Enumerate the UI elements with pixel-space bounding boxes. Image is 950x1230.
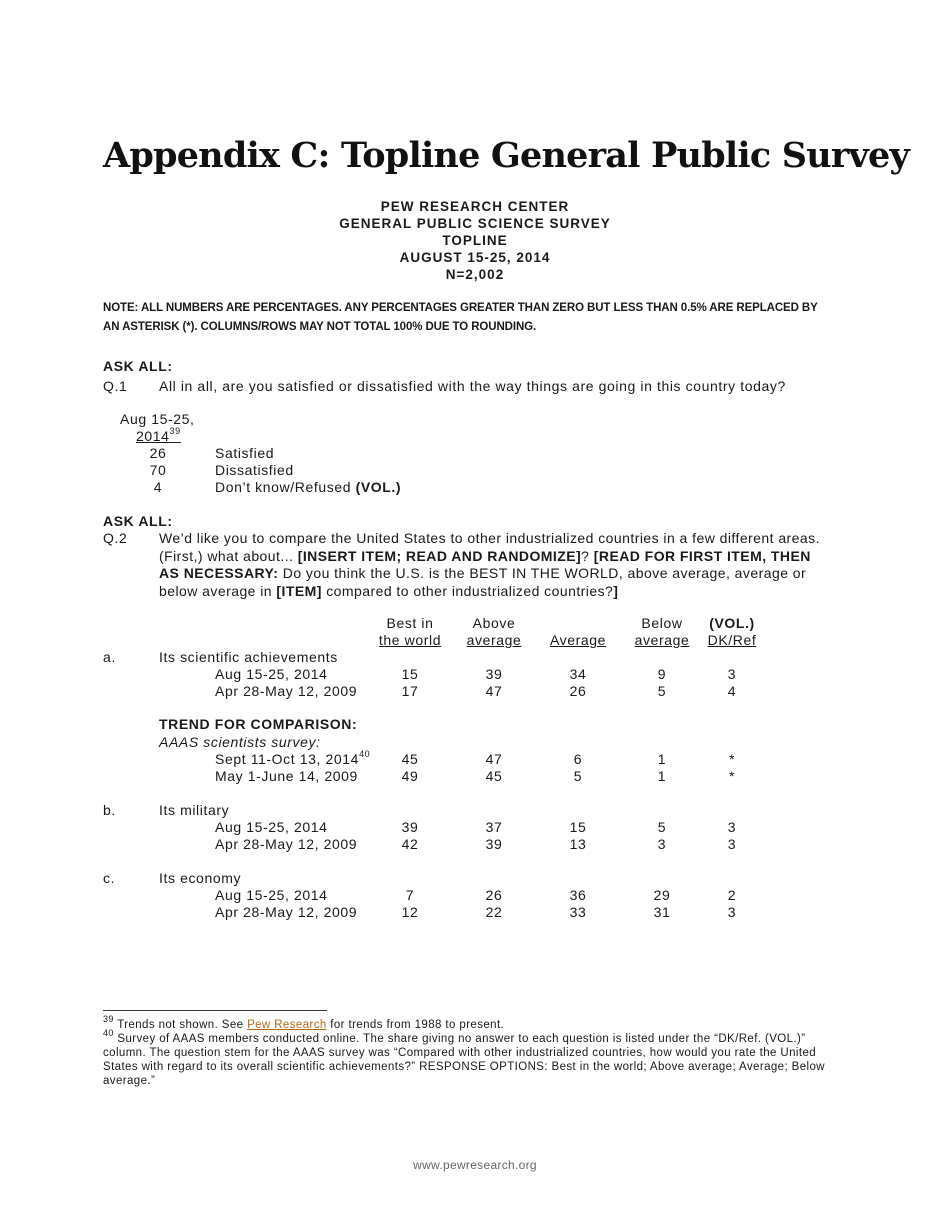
col-above-header: average (466, 632, 522, 648)
cell-value: 34 (569, 666, 587, 682)
q1-question: All in all, are you satisfied or dissatisfied with the way things are going in this country today? (159, 378, 786, 394)
cell-value: 5 (573, 768, 583, 784)
pew-research-link[interactable]: Pew Research (247, 1019, 327, 1031)
q1-label-dk: Don’t know/Refused (VOL.) (215, 479, 402, 495)
cell-value: 3 (727, 904, 737, 920)
col-best-header: the world (378, 632, 442, 648)
col-dkref-header: DK/Ref (707, 632, 757, 648)
cell-value: 37 (485, 819, 503, 835)
col-average-header: Average (549, 632, 607, 648)
cell-value: 4 (727, 683, 737, 699)
page-title: Appendix C: Topline General Public Survey (103, 135, 910, 176)
q1-value-dissatisfied: 70 (149, 462, 167, 478)
col-vol-top: (VOL.) (709, 615, 755, 631)
footer-url: www.pewresearch.org (413, 1158, 537, 1172)
cell-value: 3 (727, 836, 737, 852)
cell-value: 7 (405, 887, 415, 903)
item-a-label: Its scientific achievements (159, 649, 338, 665)
header-sample: N=2,002 (445, 267, 505, 282)
item-b-letter: b. (103, 802, 116, 818)
cell-value: 36 (569, 887, 587, 903)
q1-date-line2: 2014$^{39}$ (136, 426, 181, 444)
cell-value: 13 (569, 836, 587, 852)
item-b-label: Its military (159, 802, 230, 818)
footnote-39: $^{39}$ Trends not shown. See Pew Research for trends from 1988 to present. (103, 1014, 505, 1031)
row-label: Apr 28-May 12, 2009 (215, 904, 358, 920)
cell-value: 3 (727, 666, 737, 682)
q2-ask-all: ASK ALL: (103, 513, 173, 529)
q1-ask-all: ASK ALL: (103, 358, 173, 374)
header-dates: AUGUST 15-25, 2014 (399, 250, 551, 265)
row-label: Apr 28-May 12, 2009 (215, 836, 358, 852)
cell-value: 31 (653, 904, 671, 920)
cell-value: 3 (727, 819, 737, 835)
header-org: PEW RESEARCH CENTER (380, 199, 570, 214)
cell-value: 26 (569, 683, 587, 699)
col-below-top: Below (641, 615, 683, 631)
q1-label-satisfied: Satisfied (215, 445, 275, 461)
cell-value: 17 (401, 683, 419, 699)
cell-value: 39 (485, 666, 503, 682)
q1-value-satisfied: 26 (149, 445, 167, 461)
q1-value-dk: 4 (153, 479, 163, 495)
q1-label-dissatisfied: Dissatisfied (215, 462, 294, 478)
cell-value: 2 (727, 887, 737, 903)
item-a-letter: a. (103, 649, 116, 665)
row-label: Aug 15-25, 2014 (215, 666, 328, 682)
cell-value: 39 (401, 819, 419, 835)
cell-value: * (728, 768, 736, 784)
row-label: Aug 15-25, 2014 (215, 887, 328, 903)
header-topline: TOPLINE (442, 233, 508, 248)
cell-value: 33 (569, 904, 587, 920)
trend-subheading: AAAS scientists survey: (159, 734, 321, 750)
item-c-label: Its economy (159, 870, 242, 886)
q2-number: Q.2 (103, 530, 128, 546)
note-text: NOTE: ALL NUMBERS ARE PERCENTAGES. ANY PERCENTAGES GREATER THAN ZERO BUT LESS THAN 0.5% ARE REPLACED BY AN ASTERISK (*). COLUMNS/ROWS MAY NOT TOTAL 100% DUE TO ROUNDING. (103, 302, 818, 333)
row-label: Sept 11-Oct 13, 2014$^{40}$ (215, 749, 371, 767)
cell-value: 42 (401, 836, 419, 852)
footnote-divider (103, 1010, 327, 1011)
cell-value: 5 (657, 819, 667, 835)
q1-date-line1: Aug 15-25, (120, 411, 195, 427)
cell-value: 47 (485, 751, 503, 767)
trend-heading: TREND FOR COMPARISON: (159, 716, 358, 732)
cell-value: 5 (657, 683, 667, 699)
footnote-ref-40: 40 (359, 749, 371, 760)
cell-value: 45 (485, 768, 503, 784)
cell-value: 45 (401, 751, 419, 767)
cell-value: 1 (657, 751, 667, 767)
cell-value: 9 (657, 666, 667, 682)
cell-value: 15 (401, 666, 419, 682)
col-below-header: average (634, 632, 690, 648)
cell-value: * (728, 751, 736, 767)
cell-value: 22 (485, 904, 503, 920)
row-label: May 1-June 14, 2009 (215, 768, 358, 784)
col-above-top: Above (472, 615, 516, 631)
col-best-top: Best in (386, 615, 434, 631)
cell-value: 15 (569, 819, 587, 835)
cell-value: 26 (485, 887, 503, 903)
footnote-ref-39: 39 (169, 426, 181, 437)
q1-number: Q.1 (103, 378, 128, 394)
item-c-letter: c. (103, 870, 116, 886)
cell-value: 6 (573, 751, 583, 767)
row-label: Apr 28-May 12, 2009 (215, 683, 358, 699)
cell-value: 1 (657, 768, 667, 784)
cell-value: 29 (653, 887, 671, 903)
cell-value: 39 (485, 836, 503, 852)
footnote-40: $^{40}$ Survey of AAAS members conducted online. The share giving no answer to each question is listed under the “DK/Ref. (VOL.)” column. The question stem for the AAAS survey was “Compared with other industrialized countries, how would you rate the United States with regard to its overall scientific achievements?” RESPONSE OPTIONS: Best in the world; Above average; Average; Below average.” (103, 1028, 825, 1087)
cell-value: 3 (657, 836, 667, 852)
q2-question: We’d like you to compare the United States to other industrialized countries in a few different areas. (First,) what about... [INSERT ITEM; READ AND RANDOMIZE]? [READ FOR FIRST ITEM, THEN AS NECESSARY: Do you think the U.S. is the BEST IN THE WORLD, above average, average or below average in [ITEM] compared to other industrialized countries?] (159, 530, 820, 599)
cell-value: 47 (485, 683, 503, 699)
header-survey: GENERAL PUBLIC SCIENCE SURVEY (339, 216, 611, 231)
row-label: Aug 15-25, 2014 (215, 819, 328, 835)
cell-value: 12 (401, 904, 419, 920)
cell-value: 49 (401, 768, 419, 784)
